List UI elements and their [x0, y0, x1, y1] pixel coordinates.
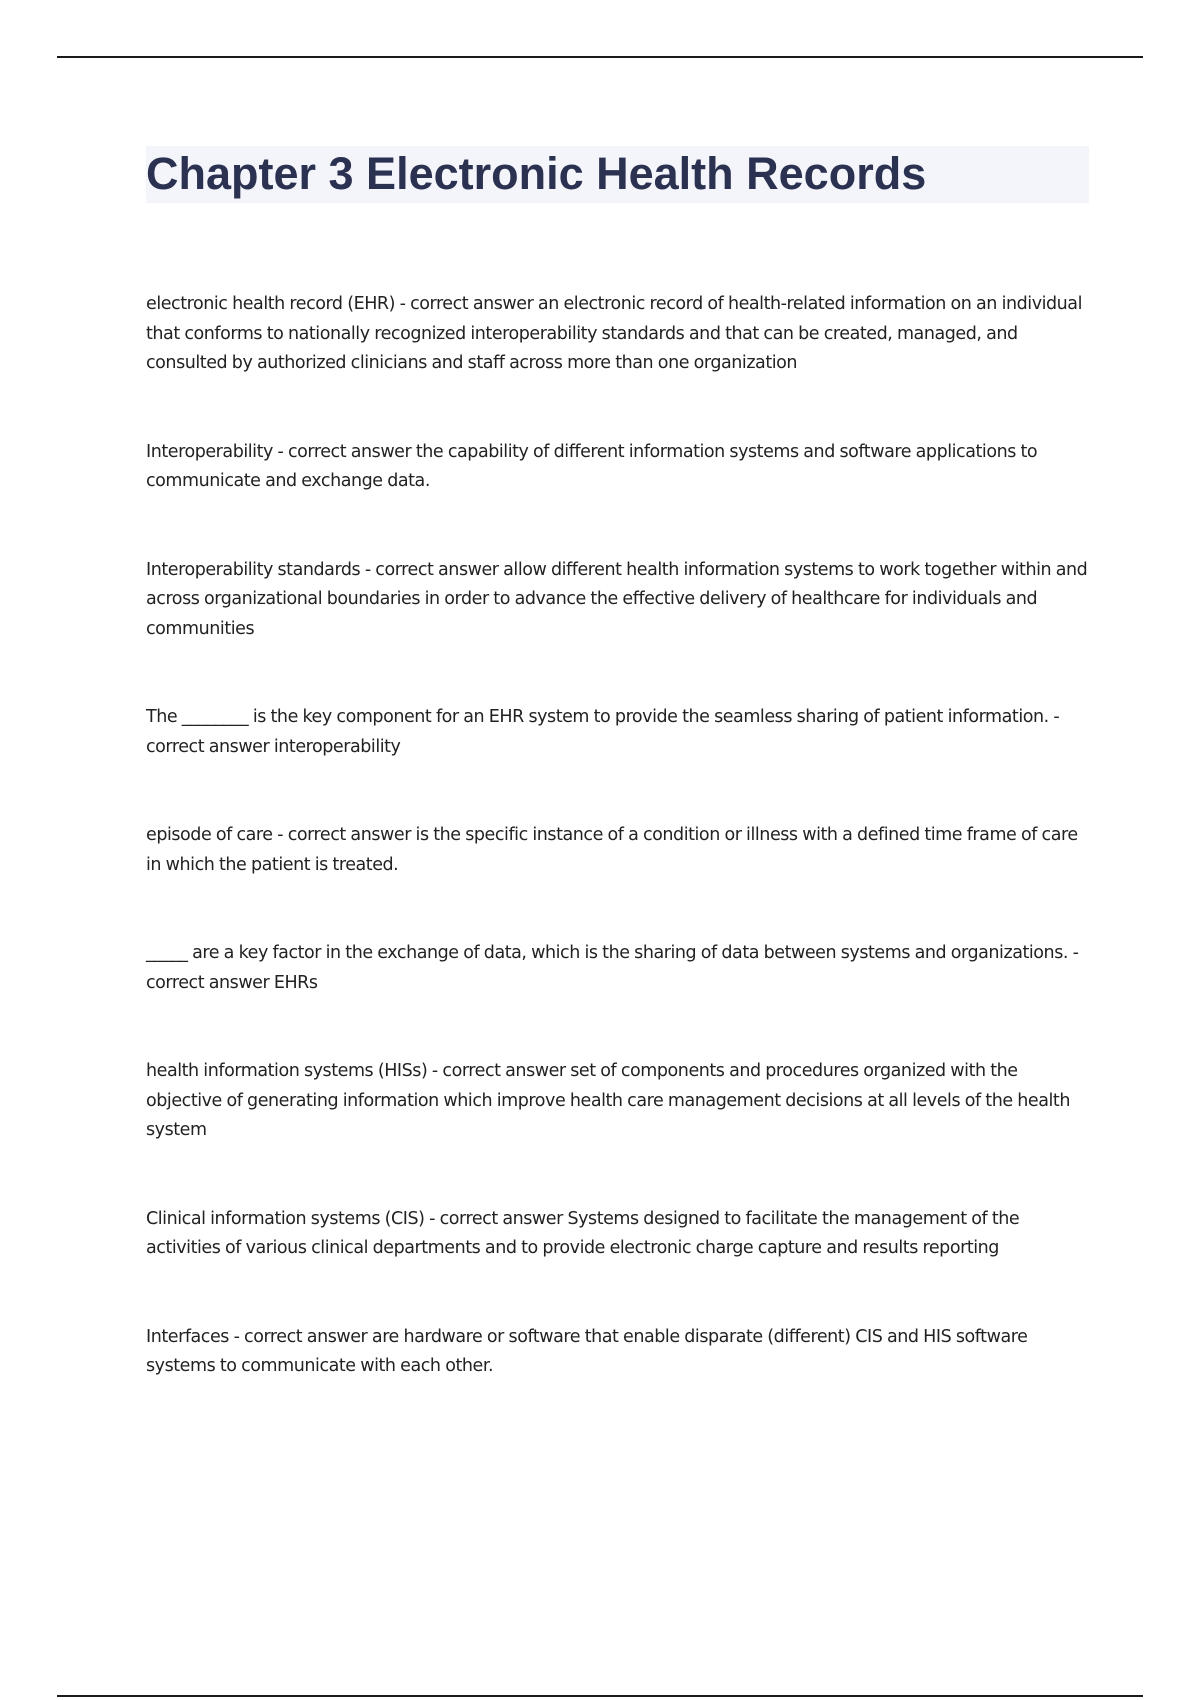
bottom-rule: [57, 1695, 1143, 1697]
page-title: Chapter 3 Electronic Health Records: [146, 148, 927, 199]
flashcard-entry-ehr: electronic health record (EHR) - correct answer an electronic record of health-related information on an individual that conforms to nationally recognized interoperability standards and that can be created, managed, and consulted by authorized clinicians and staff across more than one organization: [146, 294, 1082, 373]
flashcard-entry-key-component: The ________ is the key component for an EHR system to provide the seamless sharing of patient information. - correct answer interoperability: [146, 707, 1060, 757]
flashcard-entry-interoperability-standards: Interoperability standards - correct answer allow different health information systems to work together within and across organizational boundaries in order to advance the effective delivery of healthcare for individuals and communities: [146, 559, 1088, 639]
flashcard-entry-interoperability: Interoperability - correct answer the capability of different information systems and software applications to communicate and exchange data.: [146, 441, 1038, 491]
flashcard-entry-cis: Clinical information systems (CIS) - correct answer Systems designed to facilitate the management of the activities of various clinical departments and to provide electronic charge capture and results reporting: [146, 1208, 1020, 1258]
flashcard-entry-exchange-of-data: _____ are a key factor in the exchange of data, which is the sharing of data between systems and organizations. - correct answer EHRs: [146, 943, 1079, 993]
flashcard-list: [146, 290, 1091, 1441]
flashcard-entry-episode-of-care: episode of care - correct answer is the specific instance of a condition or illness with a defined time frame of care in which the patient is treated.: [146, 825, 1078, 875]
top-rule: [57, 56, 1143, 58]
flashcard-entry-interfaces: Interfaces - correct answer are hardware or software that enable disparate (different) CIS and HIS software systems to communicate with each other.: [146, 1326, 1028, 1376]
flashcard-entry-his: health information systems (HISs) - correct answer set of components and procedures organized with the objective of generating information which improve health care management decisions at all levels of the health system: [146, 1061, 1070, 1140]
